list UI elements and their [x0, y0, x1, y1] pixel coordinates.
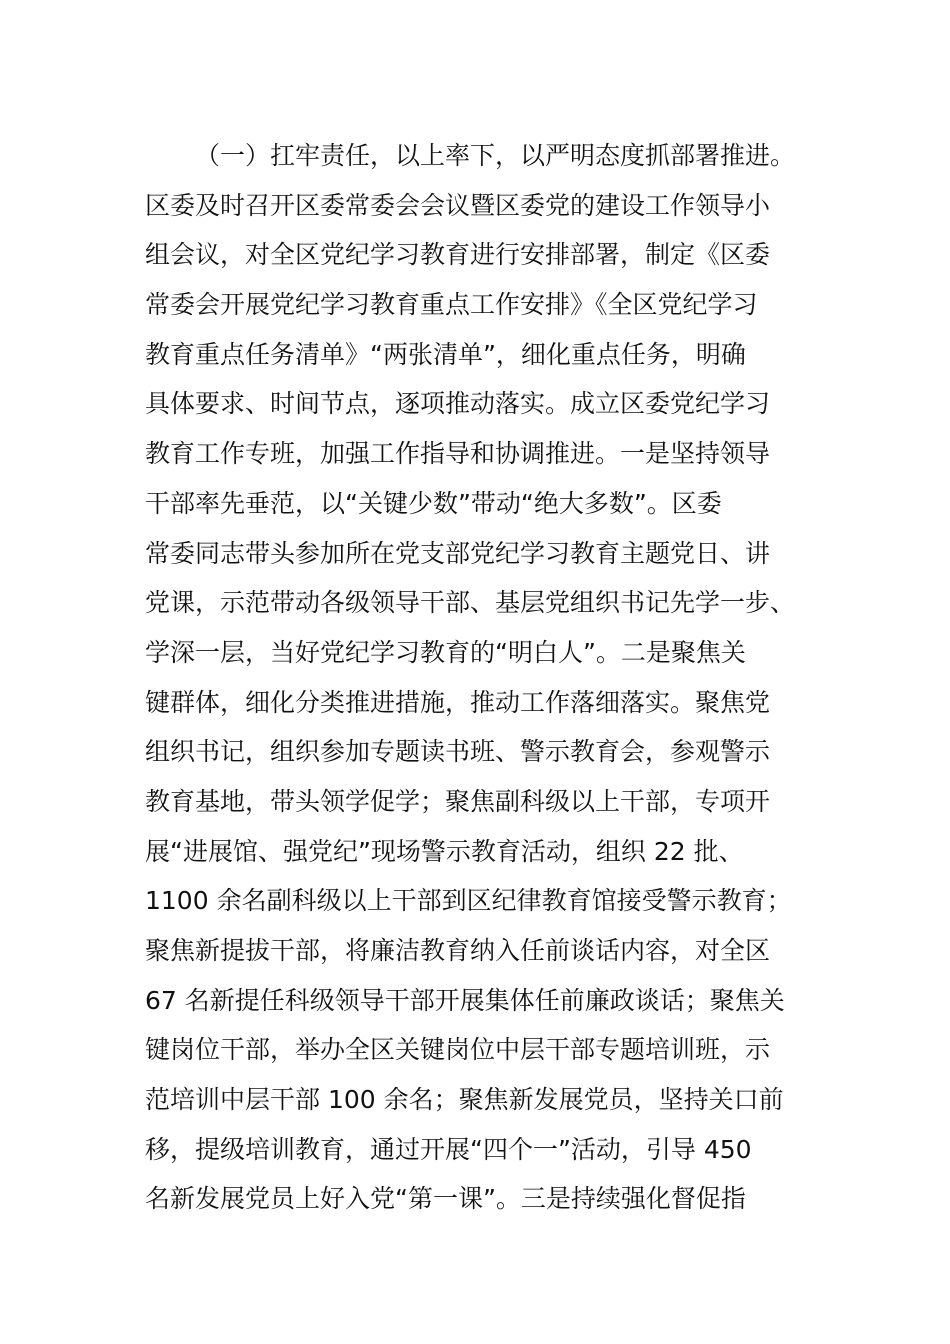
text-line: 教育工作专班，加强工作指导和协调推进。一是坚持领导 — [145, 439, 771, 469]
document-body — [145, 131, 805, 1224]
text-line: 名新发展党员上好入党“第一课”。三是持续强化督促指 — [145, 1184, 746, 1214]
text-line: 展“进展馆、强党纪”现场警示教育活动，组织 22 批、 — [145, 836, 744, 866]
text-line: 组织书记，组织参加专题读书班、警示教育会，参观警示 — [145, 737, 771, 767]
text-line: 教育基地，带头领学促学；聚焦副科级以上干部，专项开 — [145, 786, 771, 816]
text-line: 学深一层，当好党纪学习教育的“明白人”。二是聚焦关 — [145, 637, 746, 667]
text-line: 组会议，对全区党纪学习教育进行安排部署，制定《区委 — [145, 240, 771, 270]
text-line: 移，提级培训教育，通过开展“四个一”活动，引导 450 — [145, 1134, 752, 1164]
text-line: 聚焦新提拔干部，将廉洁教育纳入任前谈话内容，对全区 — [145, 936, 771, 965]
paragraph-heading-line: （一）扛牢责任，以上率下，以严明态度抓部署推进。 — [195, 141, 796, 170]
text-line: 党课，示范带动各级领导干部、基层党组织书记先学一步、 — [145, 588, 796, 618]
text-line: 干部率先垂范，以“关键少数”带动“绝大多数”。区委 — [145, 488, 722, 518]
text-line: 1100 余名副科级以上干部到区纪律教育馆接受警示教育； — [145, 886, 792, 916]
text-line: 区委及时召开区委常委会会议暨区委党的建设工作领导小 — [145, 190, 771, 220]
text-line: 范培训中层干部 100 余名；聚焦新发展党员，坚持关口前 — [145, 1085, 784, 1115]
text-line: 常委同志带头参加所在党支部党纪学习教育主题党日、讲 — [145, 538, 771, 568]
text-line: 教育重点任务清单》“两张清单”，细化重点任务，明确 — [145, 339, 746, 369]
text-line: 键岗位干部，举办全区关键岗位中层干部专题培训班，示 — [145, 1035, 771, 1065]
text-line: 键群体，细化分类推进措施，推动工作落细落实。聚焦党 — [145, 687, 771, 717]
text-line: 67 名新提任科级领导干部开展集体任前廉政谈话；聚焦关 — [145, 985, 785, 1015]
text-line: 常委会开展党纪学习教育重点工作安排》《全区党纪学习 — [145, 290, 758, 320]
text-line: 具体要求、时间节点，逐项推动落实。成立区委党纪学习 — [145, 389, 771, 419]
